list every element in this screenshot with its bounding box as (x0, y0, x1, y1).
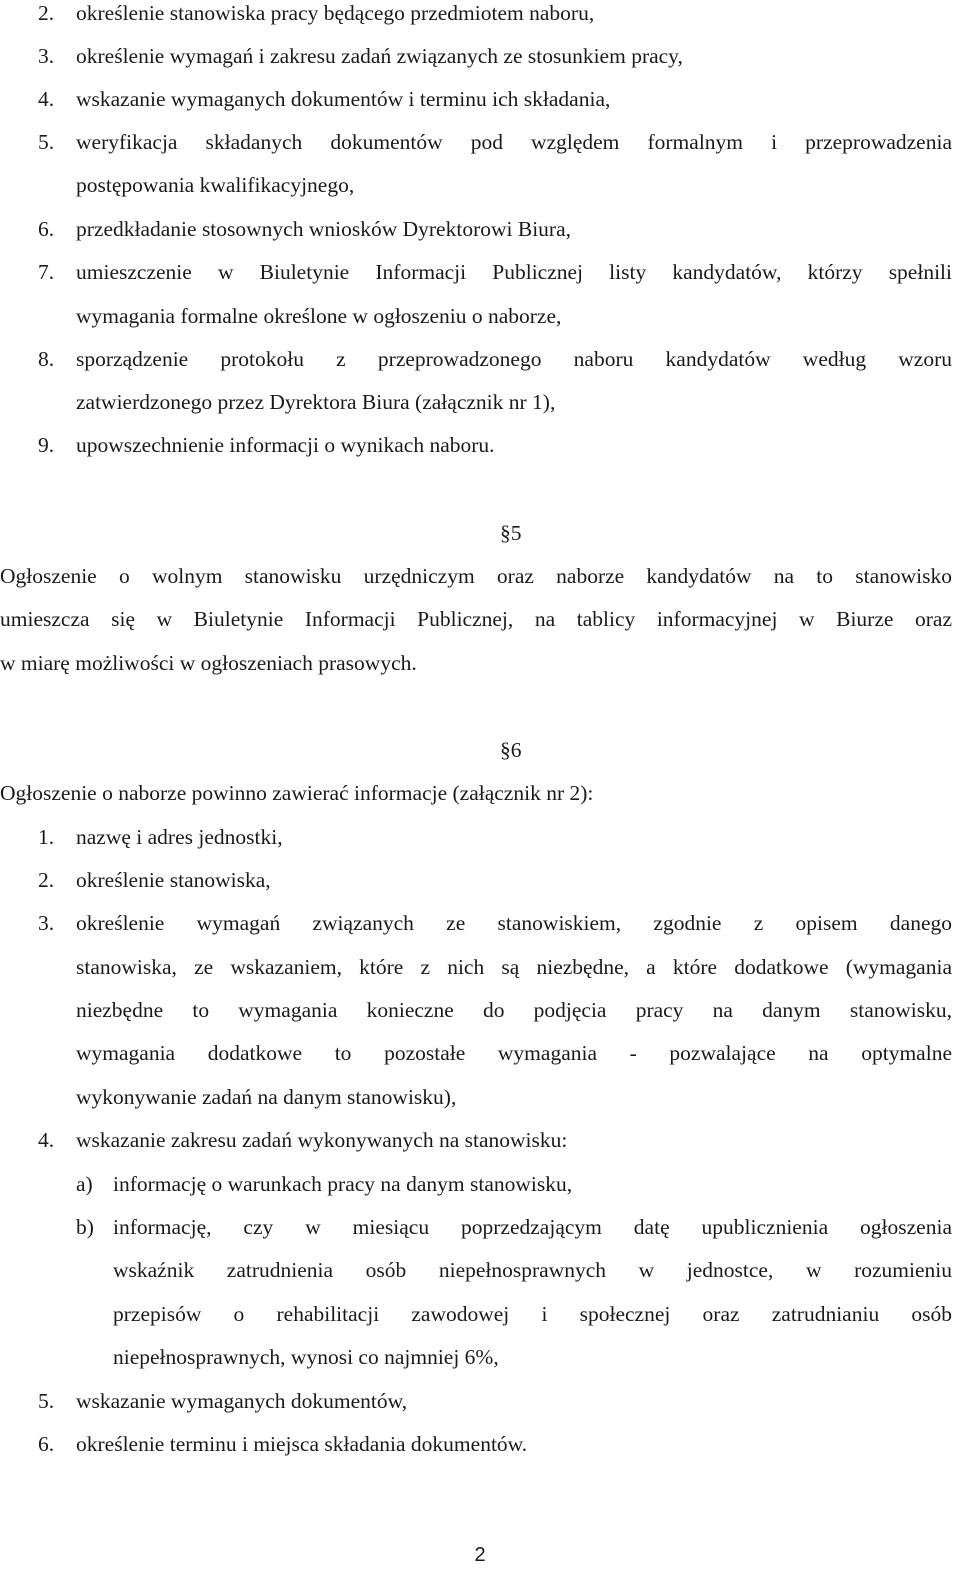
paragraph-text: Ogłoszenie o wolnym stanowisku urzędniczym oraz naborze kandydatów na to stanowisko (0, 564, 952, 588)
list-item-continuation (0, 381, 960, 424)
list-item-text: określenie stanowiska, (76, 868, 271, 892)
paragraph-text: Ogłoszenie o naborze powinno zawierać informacje (załącznik nr 2): (0, 781, 594, 805)
list-item (0, 1380, 960, 1423)
list-item (0, 121, 960, 164)
paragraph-line (0, 598, 960, 641)
sub-list-item-text: wskaźnik zatrudnienia osób niepełnosprawnych w jednostce, w rozumieniu (113, 1258, 952, 1282)
list-item-number: 3. (38, 911, 55, 935)
list-item (0, 338, 960, 381)
list-item-text: niezbędne to wymagania konieczne do podjęcia pracy na danym stanowisku, (76, 998, 952, 1022)
list-item (0, 208, 960, 251)
section-heading-text: §5 (500, 521, 522, 545)
sub-list-item-text: informację, czy w miesiącu poprzedzającym datę upublicznienia ogłoszenia (113, 1215, 952, 1239)
sub-list-item-continuation (0, 1249, 960, 1292)
list-item (0, 1423, 960, 1466)
sub-list-item-letter: b) (76, 1215, 94, 1239)
sub-list-item-text: informację o warunkach pracy na danym stanowisku, (113, 1172, 573, 1196)
list-item (0, 902, 960, 945)
sub-list-item-continuation (0, 1293, 960, 1336)
list-item-number: 6. (38, 217, 55, 241)
paragraph-line (0, 555, 960, 598)
list-item-continuation (0, 295, 960, 338)
list-item-text: wskazanie wymaganych dokumentów i terminu ich składania, (76, 87, 611, 111)
page-number: 2 (474, 1544, 486, 1566)
list-item-text: stanowiska, ze wskazaniem, które z nich są niezbędne, a które dodatkowe (wymagania (76, 955, 952, 979)
list-item-text: sporządzenie protokołu z przeprowadzonego naboru kandydatów według wzoru (76, 347, 952, 371)
paragraph-text: umieszcza się w Biuletynie Informacji Publicznej, na tablicy informacyjnej w Biurze oraz (0, 607, 952, 631)
paragraph-line (0, 772, 960, 815)
list-item (0, 424, 960, 467)
list-item-text: postępowania kwalifikacyjnego, (76, 173, 355, 197)
section-heading-5 (0, 512, 960, 555)
list-item (0, 0, 960, 35)
list-item-number: 7. (38, 260, 55, 284)
list-item-continuation (0, 1032, 960, 1075)
sub-list-item-text: niepełnosprawnych, wynosi co najmniej 6%, (113, 1345, 499, 1369)
list-item-text: upowszechnienie informacji o wynikach naboru. (76, 433, 495, 457)
list-item-text: określenie stanowiska pracy będącego przedmiotem naboru, (76, 1, 595, 25)
list-item-continuation (0, 989, 960, 1032)
paragraph-text: w miarę możliwości w ogłoszeniach prasowych. (0, 651, 417, 675)
list-item-number: 4. (38, 1128, 55, 1152)
list-item-text: wymagania dodatkowe to pozostałe wymagania - pozwalające na optymalne (76, 1041, 952, 1065)
list-item-continuation (0, 1076, 960, 1119)
list-item-text: wymagania formalne określone w ogłoszeniu o naborze, (76, 304, 562, 328)
list-item (0, 251, 960, 294)
list-item-text: nazwę i adres jednostki, (76, 825, 283, 849)
list-item-text: weryfikacja składanych dokumentów pod względem formalnym i przeprowadzenia (76, 130, 952, 154)
section-heading-text: §6 (500, 738, 522, 762)
list-item-continuation (0, 164, 960, 207)
list-item-number: 5. (38, 1389, 55, 1413)
sub-list-item (0, 1206, 960, 1249)
list-item-number: 2. (38, 1, 55, 25)
paragraph-line (0, 642, 960, 685)
list-item (0, 35, 960, 78)
list-item-number: 8. (38, 347, 55, 371)
list-item (0, 859, 960, 902)
list-item-number: 6. (38, 1432, 55, 1456)
list-item-number: 4. (38, 87, 55, 111)
list-item-text: wskazanie wymaganych dokumentów, (76, 1389, 408, 1413)
list-item-text: przedkładanie stosownych wniosków Dyrektorowi Biura, (76, 217, 571, 241)
list-item-number: 5. (38, 130, 55, 154)
sub-list-item (0, 1163, 960, 1206)
list-item-text: określenie wymagań związanych ze stanowiskiem, zgodnie z opisem danego (76, 911, 952, 935)
sub-list-item-text: przepisów o rehabilitacji zawodowej i społecznej oraz zatrudnianiu osób (113, 1302, 952, 1326)
list-item-text: wykonywanie zadań na danym stanowisku), (76, 1085, 457, 1109)
list-item (0, 816, 960, 859)
section-heading-6 (0, 729, 960, 772)
list-item-number: 1. (38, 825, 55, 849)
list-item-number: 2. (38, 868, 55, 892)
list-item (0, 78, 960, 121)
list-item-number: 9. (38, 433, 55, 457)
list-item-text: wskazanie zakresu zadań wykonywanych na stanowisku: (76, 1128, 568, 1152)
list-item-continuation (0, 946, 960, 989)
sub-list-item-continuation (0, 1336, 960, 1379)
list-item-text: określenie wymagań i zakresu zadań związanych ze stosunkiem pracy, (76, 44, 683, 68)
list-item-number: 3. (38, 44, 55, 68)
list-item-text: zatwierdzonego przez Dyrektora Biura (załącznik nr 1), (76, 390, 556, 414)
list-item-text: określenie terminu i miejsca składania dokumentów. (76, 1432, 528, 1456)
sub-list-item-letter: a) (76, 1172, 93, 1196)
list-item-text: umieszczenie w Biuletynie Informacji Publicznej listy kandydatów, którzy spełnili (76, 260, 952, 284)
list-item (0, 1119, 960, 1162)
